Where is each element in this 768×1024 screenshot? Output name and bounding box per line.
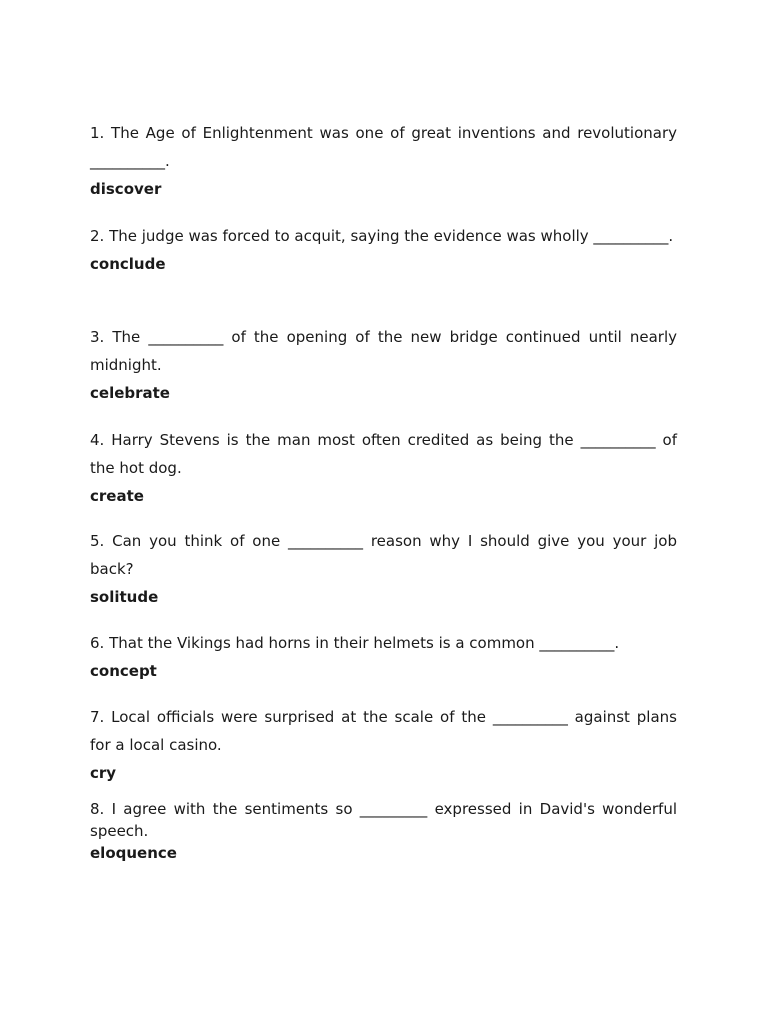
question-text: 8. I agree with the sentiments so _________ expressed in David's wonderful speech. xyxy=(90,800,677,840)
answer-word: conclude xyxy=(90,255,166,273)
answer-word: concept xyxy=(90,662,157,680)
exercise-item-2 xyxy=(90,222,677,278)
question-text: 6. That the Vikings had horns in their helmets is a common __________. xyxy=(90,634,620,652)
question-text: 2. The judge was forced to acquit, saying the evidence was wholly __________. xyxy=(90,227,674,245)
answer-word: discover xyxy=(90,180,162,198)
answer-word: eloquence xyxy=(90,844,177,862)
question-text: 3. The __________ of the opening of the new bridge continued until nearly midnight. xyxy=(90,328,677,374)
answer-word: celebrate xyxy=(90,384,170,402)
question-text: 5. Can you think of one __________ reason why I should give you your job back? xyxy=(90,532,677,578)
exercise-item-5 xyxy=(90,527,677,611)
exercise-item-7 xyxy=(90,703,677,787)
exercise-item-1 xyxy=(90,119,677,203)
exercise-item-4 xyxy=(90,426,677,510)
answer-word: create xyxy=(90,487,144,505)
question-text: 4. Harry Stevens is the man most often credited as being the __________ of the hot dog. xyxy=(90,431,677,477)
question-text: 1. The Age of Enlightenment was one of great inventions and revolutionary __________. xyxy=(90,124,677,170)
exercise-item-6 xyxy=(90,629,677,685)
answer-word: solitude xyxy=(90,588,159,606)
question-text: 7. Local officials were surprised at the scale of the __________ against plans for a local casino. xyxy=(90,708,677,754)
exercise-item-8 xyxy=(90,798,677,864)
answer-word: cry xyxy=(90,764,117,782)
exercise-item-3 xyxy=(90,323,677,407)
